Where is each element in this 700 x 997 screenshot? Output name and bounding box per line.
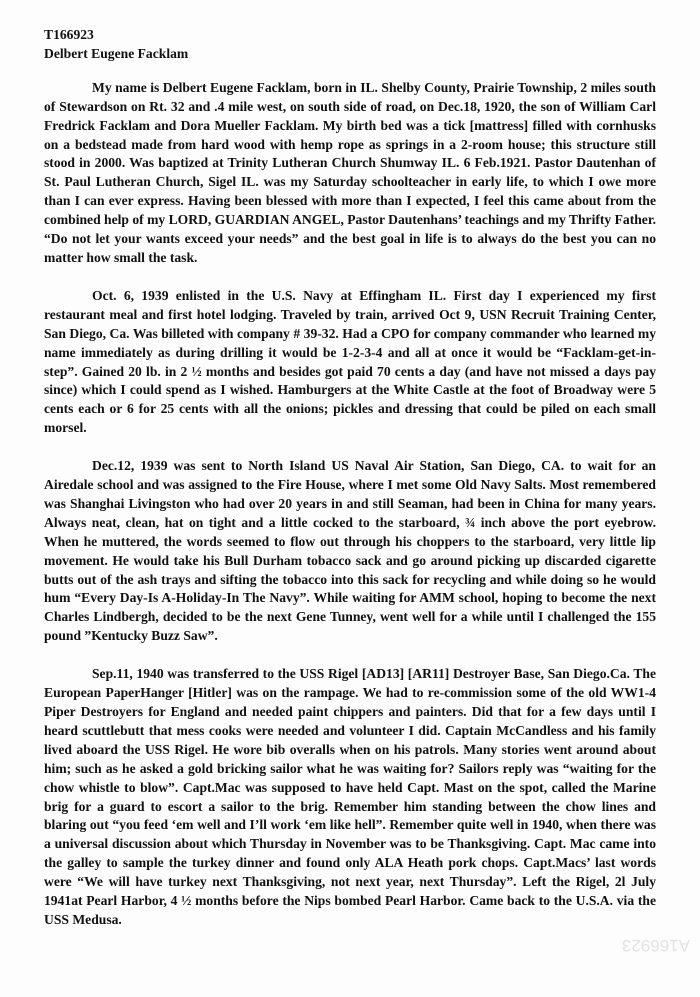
author-name: Delbert Eugene Facklam	[44, 45, 189, 61]
document-id: T166923	[44, 27, 94, 42]
faint-archive-stamp: A166923	[621, 936, 690, 955]
paragraph-uss-rigel: Sep.11, 1940 was transferred to the USS Rigel [AD13] [AR11] Destroyer Base, San Diego.Ca. The European PaperHanger [Hitler] was on the rampage. We had to re-commission some of the old WW1-4 Piper Destroyers for England and needed paint chippers and painters. Did that for a few days until I heard scuttlebutt that mess cooks were needed and volunteer I did. Captain McCandless and his family lived aboard the USS Rigel. He wore bib overalls when on his patrols. Many stories went around about him; such as he asked a gold bricking sailor what he was waiting for? Sailors reply was “waiting for the chow whistle to blow”. Capt.Mac was supposed to have held Capt. Mast on the spot, called the Marine brig for a guard to escort a sailor to the brig. Remember him standing between the chow lines and blaring out “you feed ‘em well and I’ll work ‘em like hell”. Remember quite well in 1940, when there was a universal discussion about which Thursday in November was to be Thanksgiving. Capt. Mac came into the galley to sample the turkey dinner and found only ALA Heath pork chops. Capt.Macs’ last words were “We will have turkey next Thanksgiving, not next year, next Thursday”. Left the Rigel, 2l July 1941at Pearl Harbor, 4 ½ months before the Nips bombed Pearl Harbor. Came back to the U.S.A. via the USS Medusa.	[44, 666, 656, 927]
paragraph-enlistment: Oct. 6, 1939 enlisted in the U.S. Navy at Effingham IL. First day I experienced my first restaurant meal and first hotel lodging. Traveled by train, arrived Oct 9, USN Recruit Training Center, San Diego, Ca. Was billeted with company # 39-32. Had a CPO for company commander who learned my name immediately as during drilling it would be 1-2-3-4 and all at once it would be “Facklam-get-in-step”. Gained 20 lb. in 2 ½ months and besides got paid 70 cents a day (and have not missed a days pay since) which I could spend as I wished. Hamburgers at the White Castle at the foot of Broadway were 5 cents each or 6 for 25 cents with all the onions; pickles and dressing that could be piled on each small morsel.	[44, 287, 656, 436]
paragraph-birth: My name is Delbert Eugene Facklam, born in IL. Shelby County, Prairie Township, 2 miles south of Stewardson on Rt. 32 and .4 mile west, on south side of road, on Dec.18, 1920, the son of William Carl Fredrick Facklam and Dora Mueller Facklam. My birth bed was a tick [mattress] filled with cornhusks on a bedstead made from hard wood with hemp rope as springs in a 2-room house; this structure still stood in 2000. Was baptized at Trinity Lutheran Church Shumway IL. 6 Feb.1921. Pastor Dautenhan of St. Paul Lutheran Church, Sigel IL. was my Saturday schoolteacher in early life, to which I owe more than I can ever express. Having been blessed with more than I expected, I feel this came about from the combined help of my LORD, GUARDIAN ANGEL, Pastor Dautenhans’ teachings and my Thrifty Father. “Do not let your wants exceed your needs” and the best goal in life is to always do the best you can no matter how small the task.	[44, 79, 657, 265]
header-gap	[44, 64, 656, 79]
paragraph-north-island: Dec.12, 1939 was sent to North Island US Naval Air Station, San Diego, CA. to wait for an Airedale school and was assigned to the Fire House, where I met some Old Navy Salts. Most remembered was Shanghai Livingston who had over 20 years in and still Seaman, had been in China for many years. Always neat, clean, hat on tight and a little cocked to the starboard, ¾ inch above the port eyebrow. When he muttered, the words seemed to flow out through his choppers to the starboard, very little lip movement. He would take his Bull Durham tobacco sack and go around picking up discarded cigarette butts out of the ash trays and sifting the tobacco into this sack for recycling and while doing so he would hum “Every Day-Is A-Holiday-In The Navy”. While waiting for AMM school, hoping to become the next Charles Lindbergh, decided to be the next Gene Tunney, went well for a while until I challenged the 155 pound ”Kentucky Buzz Saw”.	[44, 458, 656, 644]
